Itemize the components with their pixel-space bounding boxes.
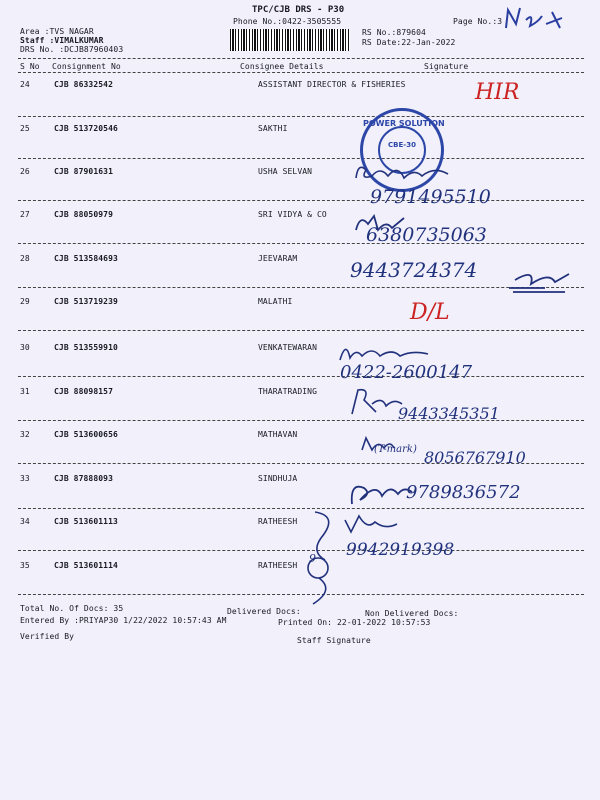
row-consignment-no: CJB 513720546 [54,124,118,133]
column-divider [18,72,584,73]
row-divider [18,200,584,201]
table-row [0,343,600,355]
phone-note-26: 9791495510 [370,186,491,208]
table-row [0,387,600,399]
row-sno: 30 [20,343,30,352]
row-consignee: JEEVARAM [258,254,298,263]
row-divider [18,287,584,288]
row-consignment-no: CJB 88098157 [54,387,113,396]
row-divider [18,594,584,595]
row-sno: 28 [20,254,30,263]
phone-note-28: 9443724374 [350,258,478,282]
row-consignee: SRI VIDYA & CO [258,210,327,219]
header-divider [18,58,584,59]
row-divider [18,508,584,509]
circled-number: 9 [309,552,316,565]
row-sno: 29 [20,297,30,306]
footer-non-delivered: Non Delivered Docs: [365,609,459,618]
row-sno: 26 [20,167,30,176]
stamp-center-text: CBE-30 [388,141,416,149]
row-consignment-no: CJB 513584693 [54,254,118,263]
table-row [0,167,600,179]
row-consignee: RATHEESH [258,517,298,526]
row-sno: 35 [20,561,30,570]
row-divider [18,116,584,117]
row-consignee: MALATHI [258,297,293,306]
col-sno: S No [20,62,40,71]
row-divider [18,376,584,377]
phone-note-27: 6380735063 [366,224,487,246]
phone-note-34: 9942919398 [346,540,455,560]
signature-28 [505,266,575,296]
drs-title: TPC/CJB DRS - P30 [252,5,345,15]
phone-note-32: 8056767910 [424,448,526,467]
annotation-tmark: (T-mark) [374,444,417,455]
row-consignee: THARATRADING [258,387,317,396]
row-consignee: SAKTHI [258,124,288,133]
footer-staff-signature: Staff Signature [297,636,371,645]
signature-26 [352,160,462,184]
table-row [0,124,600,136]
header-drs-no: DRS No. :DCJB87960403 [20,45,124,54]
corner-scribble [500,2,570,34]
phone-note-31: 9443345351 [398,404,500,423]
col-consignment-no: Consignment No [52,62,121,71]
row-consignment-no: CJB 513601114 [54,561,118,570]
row-divider [18,158,584,159]
row-consignment-no: CJB 87888093 [54,474,113,483]
header-page-no: Page No.:3 [453,17,503,26]
header-rs-no: RS No.:879604 [362,28,426,37]
row-consignment-no: CJB 86332542 [54,80,113,89]
footer-entered-by: Entered By :PRIYAP30 1/22/2022 10:57:43 AM [20,616,227,625]
footer-printed-on: Printed On: 22-01-2022 10:57:53 [278,618,431,627]
row-consignee: RATHEESH [258,561,298,570]
row-consignment-no: CJB 513559910 [54,343,118,352]
table-row [0,297,600,309]
drs-barcode [230,29,350,51]
row-sno: 33 [20,474,30,483]
phone-note-33: 9789836572 [406,482,521,503]
signature-30 [336,340,436,364]
row-divider [18,550,584,551]
table-row [0,210,600,222]
row-consignee: ASSISTANT DIRECTOR & FISHERIES [258,80,406,89]
footer-verified-by: Verified By [20,632,75,641]
row-sno: 27 [20,210,30,219]
header-rs-date: RS Date:22-Jan-2022 [362,38,456,47]
row-consignment-no: CJB 88050979 [54,210,113,219]
row-consignee: USHA SELVAN [258,167,313,176]
signature-31 [346,386,406,418]
annotation-dl: D/L [410,300,450,325]
footer-total-docs: Total No. Of Docs: 35 [20,604,124,613]
row-consignee: SINDHUJA [258,474,298,483]
annotation-hir: HIR [475,80,520,105]
stamp-ring-text: POWER SOLUTION [363,119,445,128]
phone-note-30: 0422-2600147 [340,362,473,383]
row-sno: 25 [20,124,30,133]
table-row [0,254,600,266]
col-signature: Signature [424,62,469,71]
row-sno: 32 [20,430,30,439]
footer-delivered: Delivered Docs: [227,607,301,616]
row-consignee: MATHAVAN [258,430,298,439]
row-sno: 31 [20,387,30,396]
row-sno: 24 [20,80,30,89]
table-row [0,561,600,573]
row-consignment-no: CJB 513719239 [54,297,118,306]
row-sno: 34 [20,517,30,526]
header-staff: Staff :VIMALKUMAR [20,36,104,45]
row-consignment-no: CJB 87901631 [54,167,113,176]
row-consignment-no: CJB 513600656 [54,430,118,439]
header-phone: Phone No.:0422-3505555 [233,17,342,26]
col-consignee-details: Consignee Details [240,62,324,71]
table-row [0,430,600,442]
row-divider [18,330,584,331]
row-divider [18,243,584,244]
header-area: Area :TVS NAGAR [20,27,94,36]
row-consignee: VENKATEWARAN [258,343,317,352]
row-consignment-no: CJB 513601113 [54,517,118,526]
table-row [0,517,600,529]
